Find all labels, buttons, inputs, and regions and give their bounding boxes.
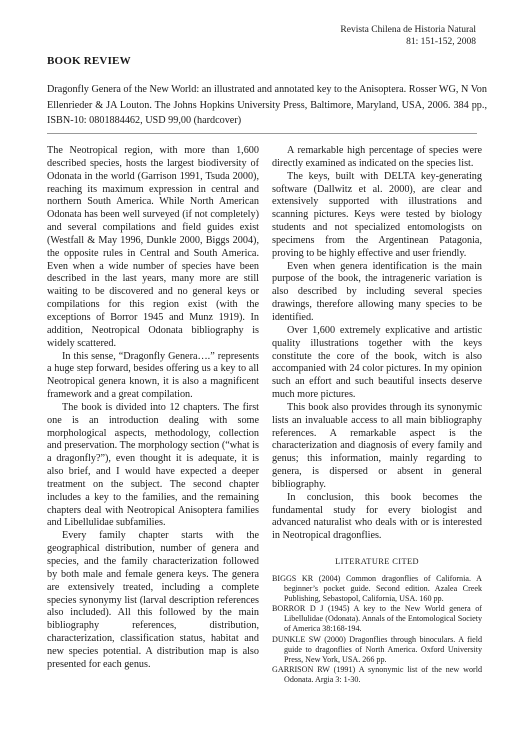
reference-item: BORROR D J (1945) A key to the New World genera of Libellulidae (Odonata). Annals of the Entomological Society of America 38:168-194. (272, 604, 482, 634)
reference-item: DUNKLE SW (2000) Dragonflies through binoculars. A field guide to dragonflies of North America. Oxford University Press, New York, USA. 266 pp. (272, 634, 482, 664)
reference-item: BIGGS KR (2004) Common dragonflies of California. A beginner’s pocket guide. Second edition. Azalea Creek Publishing, Sebastopol, California, USA. 160 pp. (272, 574, 482, 604)
journal-issue: 81: 151-152, 2008 (406, 37, 476, 47)
paragraph: This book also provides through its synonymic lists an invaluable access to all main bibliography references. A remarkable aspect is the characterization and diagnosis of every family and genus; this information, mainly regarding to genera, is dispersed or absent in general bibliography. (272, 401, 482, 490)
paragraph: Over 1,600 extremely explicative and artistic quality illustrations together with the keys constitute the core of the book, witch is also accompanied with 24 color pictures. In my opinion such an effort and such beautiful insects deserve much more pictures. (272, 324, 482, 401)
literature-heading: LITERATURE CITED (335, 557, 419, 566)
paragraph: In this sense, “Dragonfly Genera….” represents a huge step forward, besides offering us a key to all Neotropical genera known, it is also a magnificent framework and a great compilation. (47, 350, 259, 401)
paragraph: The Neotropical region, with more than 1,600 described species, hosts the largest biodiversity of Odonata in the world (Garrison 1991, Tsuda 2000), reaching its maximum expression in central and northern South America. While North American Odonata has been well surveyed (if not completely) and several compilations and field guides exist (Westfall & May 1996, Dunkle 2000, Biggs 2004), the opposite rules in Central and South America. Even when a wide number of species have been described in the last years, many more are still waiting to be discovered and no general keys or compilations for this region exist (with the exceptions of Borror 1945 and Munz 1919). In addition, Neotropical Odonata bibliography is widely scattered. (47, 145, 259, 349)
journal-name: Revista Chilena de Historia Natural (340, 25, 476, 35)
divider-rule (47, 133, 477, 134)
journal-header (236, 24, 476, 48)
book-citation: Dragonfly Genera of the New World: an illustrated and annotated key to the Anisoptera. Rosser WG, N Von Ellenrieder & JA Louton. The Johns Hopkins University Press, Baltimore, Maryland, USA, 2006. 384 pp., ISBN-10: 0801884462, USD 99,00 (hardcover) (47, 84, 487, 126)
paragraph: The keys, built with DELTA key-generating software (Dallwitz et al. 2000), are clear and extensively supported with illustrations and scanning pictures. Keys were tested by biology students and not specialized entomologists on specimens from the Argentinean Patagonia, proving to be highly effective and user friendly. (272, 170, 482, 259)
paragraph: In conclusion, this book becomes the fundamental study for every biologist and advanced naturalist who deals with or is interested in Neotropical dragonflies. (272, 491, 482, 542)
reference-list (272, 574, 482, 685)
left-column (47, 145, 259, 672)
right-column (272, 145, 482, 543)
paragraph: Every family chapter starts with the geographical distribution, number of genera and species, and the family characterization followed by both male and female genera keys. The genera are extensively treated, including a complete species synonymy list (larval description references also included). All this followed by the main bibliography references, distribution, characterization, classification status, habitat and new species potential. A distribution map is also presented for each genus. (47, 530, 259, 670)
paragraph: The book is divided into 12 chapters. The first one is an introduction dealing with some morphological aspects, methodology, collection and preservation. The morphology section (“what is a dragonfly?”), even thought it is adequate, it is also brief, and I would have expected a deeper treatment on the subject. The second chapter includes a key to the families, and the remaining chapters deal with Neotropical Anisoptera families and Libellulidae subfamilies. (47, 401, 259, 529)
paragraph: Even when genera identification is the main purpose of the book, the intrageneric variation is also described by including several species drawings, therefore allowing many species to be identified. (272, 260, 482, 323)
reference-item: GARRISON RW (1991) A synonymic list of the new world Odonata. Argia 3: 1-30. (272, 664, 482, 684)
paragraph: A remarkable high percentage of species were directly examined as indicated on the species list. (272, 145, 482, 169)
section-title: BOOK REVIEW (47, 55, 131, 67)
